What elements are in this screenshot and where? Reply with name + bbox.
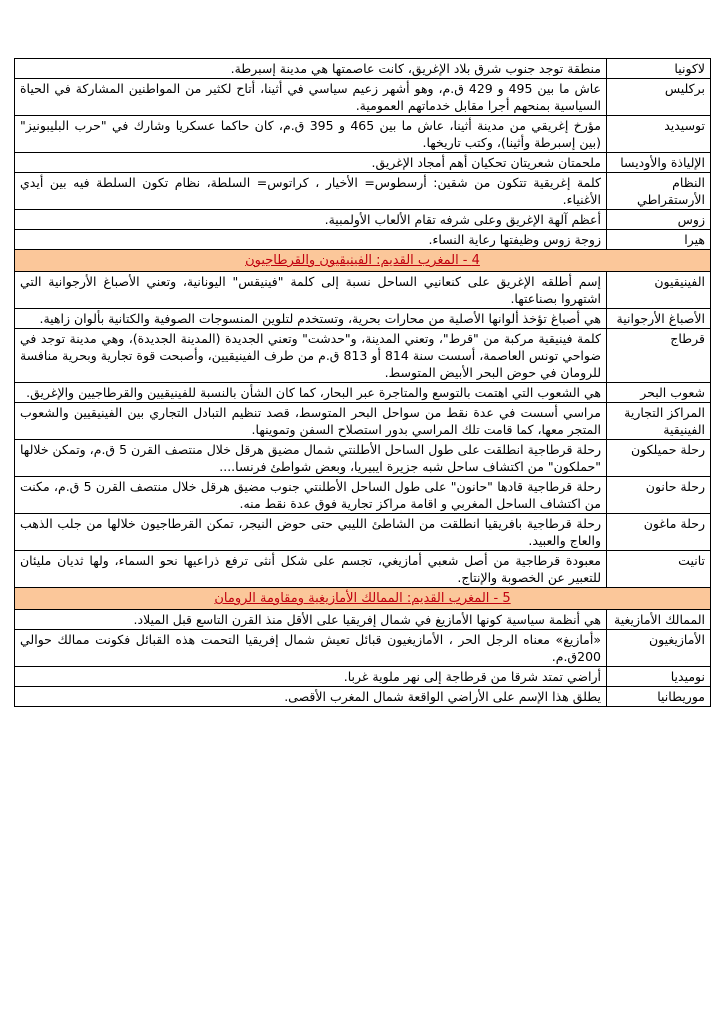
glossary-term: الممالك الأمازيغية [607, 610, 711, 630]
glossary-row [15, 477, 711, 514]
glossary-term: الأصباغ الأرجوانية [607, 309, 711, 329]
section-title-cell [15, 588, 711, 610]
glossary-row [15, 514, 711, 551]
glossary-definition: كلمة فينيقية مركبة من "قرط"، وتعني المدينة، و"حدشت" وتعني الجديدة (المدينة الجديدة)، وهي مدينة توجد في ضواحي تونس العاصمة، أسست سنة 814 أو 813 ق.م من طرف الفينيقيين، وأصبحت قوة تجارية وبحرية منافسة للرومان في حوض البحر الأبيض المتوسط. [15, 329, 607, 383]
glossary-row [15, 329, 711, 383]
glossary-row [15, 630, 711, 667]
glossary-row [15, 383, 711, 403]
glossary-term: بركليس [607, 79, 711, 116]
glossary-definition: أراضي تمتد شرقا من قرطاجة إلى نهر ملوية غربا. [15, 667, 607, 687]
glossary-row [15, 403, 711, 440]
glossary-term: تانيت [607, 551, 711, 588]
glossary-term: الإلياذة والأوديسا [607, 153, 711, 173]
glossary-definition: مراسي أسست في عدة نقط من سواحل البحر المتوسط، قصد تنظيم التبادل التجاري بين الفينيقيين والشعوب المتجر معها، كما قامت تلك المراسي بدور استصلاح السفن وتموينها. [15, 403, 607, 440]
glossary-term: هيرا [607, 230, 711, 250]
glossary-definition: منطقة توجد جنوب شرق بلاد الإغريق، كانت عاصمتها هي مدينة إسبرطة. [15, 59, 607, 79]
glossary-definition: كلمة إغريقية تتكون من شقين: أرسطوس= الأخيار ، كراتوس= السلطة، نظام تكون السلطة فيه بين أيدي الأغنياء. [15, 173, 607, 210]
section-title: 5 - المغرب القديم: الممالك الأمازيغية ومقاومة الرومان [214, 591, 511, 606]
glossary-row [15, 230, 711, 250]
section-title: 4 - المغرب القديم: الفينيقيون والقرطاجيون [245, 253, 480, 268]
glossary-definition: رحلة قرطاجية بافريقيا انطلقت من الشاطئ الليبي حتى حوض النيجر، تمكن القرطاجيون خلالها من جلب الذهب والعاج والعبيد. [15, 514, 607, 551]
glossary-definition: عاش ما بين 495 و 429 ق.م، وهو أشهر زعيم سياسي في أثينا، أتاح لكثير من المواطنين المشاركة في الحياة السياسية بمنحهم أجرا مقابل خدماتهم العمومية. [15, 79, 607, 116]
glossary-definition: رحلة قرطاجية انطلقت على طول الساحل الأطلنتي شمال مضيق هرقل خلال منتصف القرن 5 ق.م، وتمكن خلالها "حملكون" من اكتشاف ساحل شبه جزيرة ايبيريا، وبعض شواطئ فرنسا.... [15, 440, 607, 477]
glossary-term: قرطاج [607, 329, 711, 383]
glossary-definition: مؤرخ إغريقي من مدينة أثينا، عاش ما بين 465 و 395 ق.م، كان حاكما عسكريا وشارك في "حرب البليبونيز" (بين إسبرطة وأثينا)، وكتب تاريخها. [15, 116, 607, 153]
glossary-row [15, 440, 711, 477]
glossary-definition: إسم أطلقه الإغريق على كنعانيي الساحل نسبة إلى كلمة "فينيقس" اليونانية، وتعني الأصباغ الأرجوانية التي اشتهروا بصناعتها. [15, 272, 607, 309]
glossary-definition: معبودة قرطاجية من أصل شعبي أمازيغي، تجسم على شكل أنثى ترفع ذراعيها نحو السماء، ولها ثديان مليئان للتعبير عن الخصوبة والإنتاج. [15, 551, 607, 588]
glossary-term: الفينيقيون [607, 272, 711, 309]
document-page [14, 58, 711, 707]
glossary-term: رحلة ماغون [607, 514, 711, 551]
glossary-row [15, 173, 711, 210]
glossary-row [15, 116, 711, 153]
glossary-term: المراكز التجارية الفينيقية [607, 403, 711, 440]
glossary-row [15, 667, 711, 687]
glossary-term: نوميديا [607, 667, 711, 687]
glossary-body [15, 59, 711, 707]
glossary-term: الأمازيغيون [607, 630, 711, 667]
glossary-row [15, 687, 711, 707]
glossary-definition: «أمازيغ» معناه الرجل الحر ، الأمازيغيون قبائل تعيش شمال إفريقيا التحمت هذه القبائل فكونت ممالك حوالي 200ق.م. [15, 630, 607, 667]
section-header [15, 250, 711, 272]
section-title-cell [15, 250, 711, 272]
glossary-term: رحلة حانون [607, 477, 711, 514]
glossary-term: موريطانيا [607, 687, 711, 707]
glossary-term: زوس [607, 210, 711, 230]
glossary-row [15, 79, 711, 116]
glossary-row [15, 610, 711, 630]
glossary-definition: رحلة قرطاجية قادها "حانون" على طول الساحل الأطلنتي جنوب مضيق هرقل خلال منتصف القرن 5 ق.م، مكنت من اكتشاف الساحل المغربي و اقامة مراكز تجارية فوق عدة نقط منه. [15, 477, 607, 514]
glossary-row [15, 153, 711, 173]
glossary-definition: أعظم آلهة الإغريق وعلى شرفه تقام الألعاب الأولمبية. [15, 210, 607, 230]
glossary-row [15, 272, 711, 309]
glossary-table [14, 58, 711, 707]
glossary-definition: زوجة زوس وظيفتها رعاية النساء. [15, 230, 607, 250]
glossary-definition: ملحمتان شعريتان تحكيان أهم أمجاد الإغريق. [15, 153, 607, 173]
glossary-term: النظام الأرستقراطي [607, 173, 711, 210]
glossary-term: لاكونيا [607, 59, 711, 79]
glossary-definition: هي أصباغ تؤخذ ألوانها الأصلية من محارات بحرية، وتستخدم لتلوين المنسوجات الصوفية والكتانية بألوان زاهية. [15, 309, 607, 329]
glossary-row [15, 309, 711, 329]
section-header [15, 588, 711, 610]
glossary-row [15, 210, 711, 230]
glossary-definition: هي أنظمة سياسية كونها الأمازيغ في شمال إفريقيا على الأقل منذ القرن التاسع قبل الميلاد. [15, 610, 607, 630]
glossary-row [15, 59, 711, 79]
glossary-definition: هي الشعوب التي اهتمت بالتوسع والمتاجرة عبر البحار، كما كان الشأن بالنسبة للفينيقيين والقرطاجيين والإغريق. [15, 383, 607, 403]
glossary-term: توسيديد [607, 116, 711, 153]
glossary-term: رحلة حميلكون [607, 440, 711, 477]
glossary-definition: يطلق هذا الإسم على الأراضي الواقعة شمال المغرب الأقصى. [15, 687, 607, 707]
glossary-term: شعوب البحر [607, 383, 711, 403]
glossary-row [15, 551, 711, 588]
